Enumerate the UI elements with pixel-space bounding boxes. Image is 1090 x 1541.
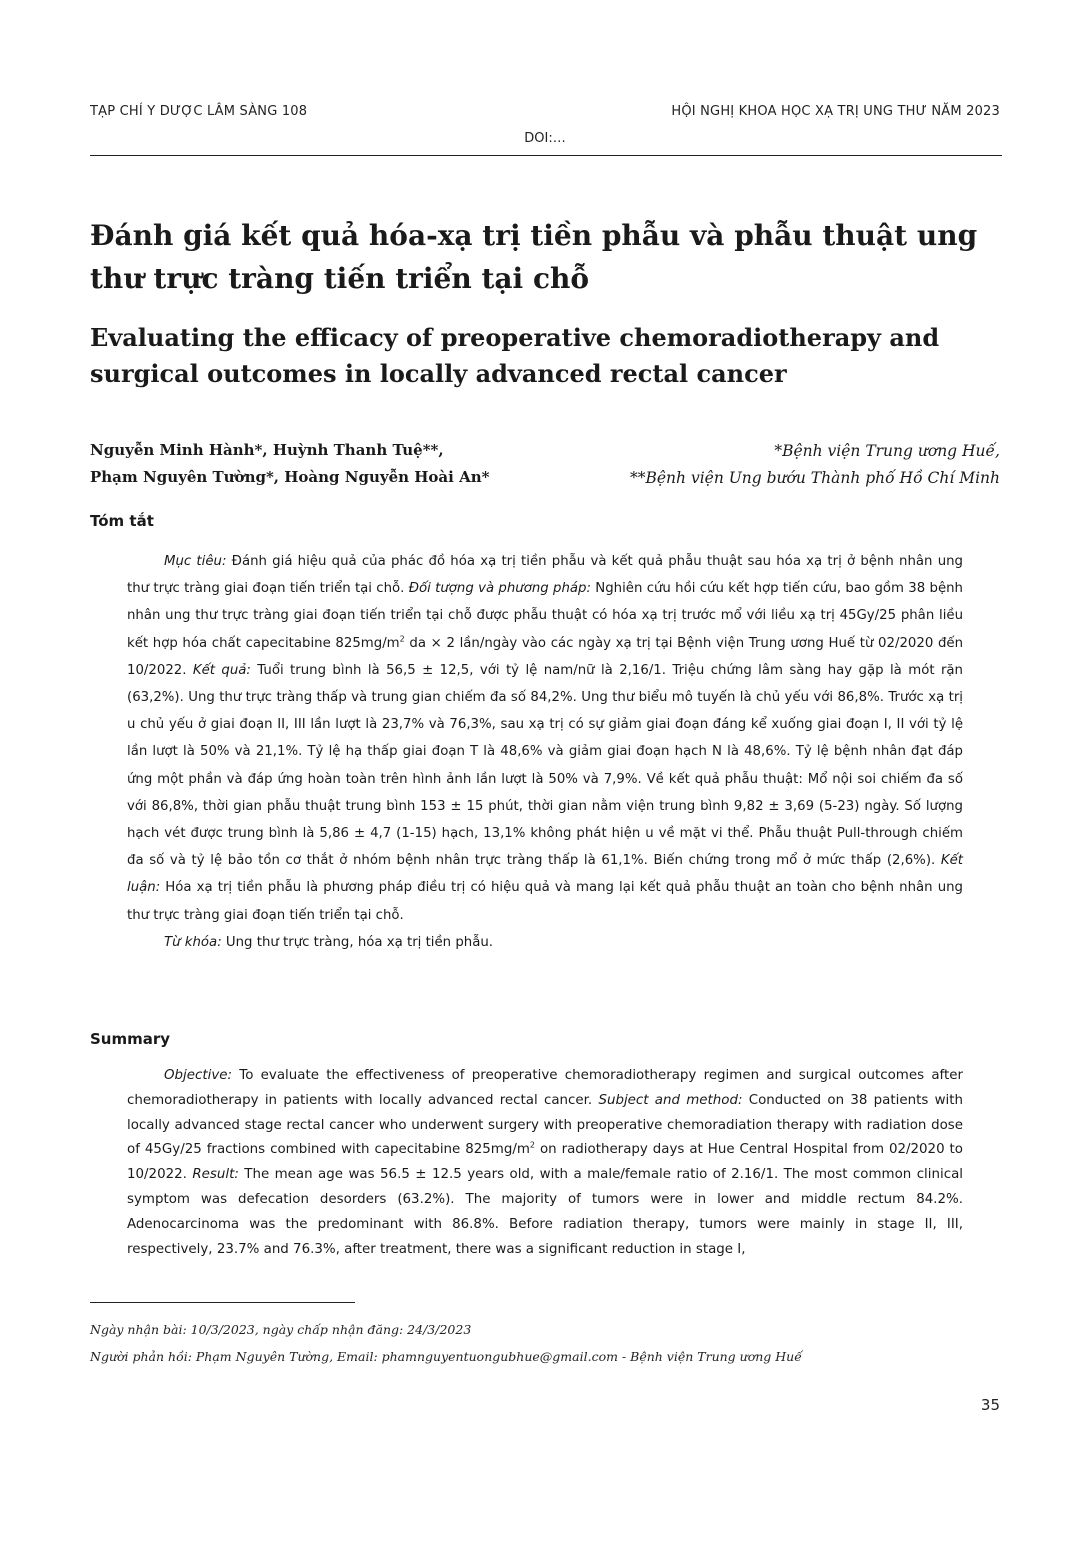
method-label: Đối tượng và phương pháp: bbox=[408, 581, 591, 597]
author-list bbox=[90, 437, 489, 491]
abstract-vietnamese bbox=[127, 548, 963, 956]
method-text: Nghiên cứu hồi cứu kết hợp tiến cứu, bao gồm 38 bệnh nhân ung thư trực tràng giai đoạn tiến triển tại chỗ được phẫu thuật có hóa xạ trị trước mổ với liều xạ trị 45Gy/25 phân liều kết hợp hóa chất capecitabine 825mg/m bbox=[127, 581, 963, 651]
abstract-en-body bbox=[127, 1064, 963, 1262]
footnote-rule bbox=[90, 1302, 355, 1303]
author-line-1: Nguyễn Minh Hành*, Huỳnh Thanh Tuệ**, bbox=[90, 441, 444, 459]
method-text: Conducted on 38 patients with locally advanced stage rectal cancer who underwent surgery with preoperative chemoradiation therapy with radiation dose of 45Gy/25 fractions combined with capecitabine 825mg/m bbox=[127, 1092, 963, 1158]
superscript: 2 bbox=[399, 634, 405, 644]
objective-label: Objective: bbox=[164, 1068, 233, 1083]
result-label: Kết quả: bbox=[192, 662, 251, 678]
conference-name: HỘI NGHỊ KHOA HỌC XẠ TRỊ UNG THƯ NĂM 2023 bbox=[671, 104, 1000, 119]
abstract-vi-body bbox=[127, 548, 963, 929]
method-text-cont: da × 2 lần/ngày vào các ngày xạ trị tại Bệnh viện Trung ương Huế từ 02/2020 đến 10/2022. bbox=[127, 635, 964, 678]
superscript: 2 bbox=[529, 1140, 535, 1150]
affiliation-line-2: **Bệnh viện Ung bướu Thành phố Hồ Chí Minh bbox=[629, 469, 1000, 487]
keywords bbox=[127, 929, 963, 956]
abstract-vi-heading: Tóm tắt bbox=[90, 512, 154, 530]
header-rule bbox=[90, 155, 1002, 156]
objective-text: Đánh giá hiệu quả của phác đồ hóa xạ trị tiền phẫu và kết quả phẫu thuật sau hóa xạ trị ở bệnh nhân ung thư trực tràng giai đoạn tiến triển tại chỗ. bbox=[127, 554, 963, 597]
keywords-label: Từ khóa: bbox=[164, 934, 222, 950]
doi: DOI:… bbox=[524, 131, 566, 146]
result-text: Tuổi trung bình là 56,5 ± 12,5, với tỷ lệ nam/nữ là 2,16/1. Triệu chứng lâm sàng hay gặp là mót rặn (63,2%). Ung thư trực tràng thấp và trung gian chiếm đa số 84,2%. Ung thư biểu mô tuyến là chủ yếu với 86,8%. Trước xạ trị u chủ yếu ở giai đoạn II, III lần lượt là 23,7% và 76,3%, sau xạ trị có sự giảm giai đoạn đáng kể xuống giai đoạn I, II với tỷ lệ lần lượt là 50% và 21,1%. Tỷ lệ hạ thấp giai đoạn T là 48,6% và giảm giai đoạn hạch N là 48,6%. Tỷ lệ bệnh nhân đạt đáp ứng một phần và đáp ứng hoàn toàn trên hình ảnh lần lượt là 50% và 7,9%. Về kết quả phẫu thuật: Mổ nội soi chiếm đa số với 86,8%, thời gian phẫu thuật trung bình 153 ± 15 phút, thời gian nằm viện trung bình 9,82 ± 3,69 (5-23) ngày. Số lượng hạch vét được trung bình là 5,86 ± 4,7 (1-15) hạch, 13,1% không phát hiện u về mặt vi thể. Phẫu thuật Pull-through chiếm đa số và tỷ lệ bảo tồn cơ thắt ở nhóm bệnh nhân trực tràng thấp là 61,1%. Biến chứng trong mổ ở mức thấp (2,6%). bbox=[127, 662, 963, 869]
affiliation-list bbox=[630, 438, 1000, 492]
result-text: The mean age was 56.5 ± 12.5 years old, with a male/female ratio of 2.16/1. The most common clinical symptom was defecation desorders (63.2%). The majority of tumors were in lower and middle rectum 84.2%. Adenocarcinoma was the predominant with 86.8%. Before radiation therapy, tumors were mainly in stage II, III, respectively, 23.7% and 76.3%, after treatment, there was a significant reduction in stage I, bbox=[127, 1167, 963, 1257]
objective-text: To evaluate the effectiveness of preoperative chemoradiotherapy regimen and surgical outcomes after chemoradiotherapy in patients with locally advanced rectal cancer. bbox=[127, 1068, 963, 1108]
title-english: Evaluating the efficacy of preoperative chemoradiotherapy and surgical outcomes in locally advanced rectal cancer bbox=[90, 323, 940, 388]
result-label: Result: bbox=[192, 1167, 239, 1183]
footnote-received: Ngày nhận bài: 10/3/2023, ngày chấp nhận đăng: 24/3/2023 bbox=[90, 1322, 472, 1337]
keywords-text: Ung thư trực tràng, hóa xạ trị tiền phẫu. bbox=[221, 934, 494, 950]
title-vietnamese: Đánh giá kết quả hóa-xạ trị tiền phẫu và phẫu thuật ung thư trực tràng tiến triển tại chỗ bbox=[90, 219, 978, 295]
affiliation-line-1: *Bệnh viện Trung ương Huế, bbox=[774, 442, 1000, 460]
abstract-en-heading: Summary bbox=[90, 1030, 171, 1048]
method-text-cont: on radiotherapy days at Hue Central Hospital from 02/2020 to 10/2022. bbox=[127, 1142, 963, 1183]
footnote-correspondence: Người phản hồi: Phạm Nguyên Tường, Email: phamnguyentuongubhue@gmail.com - Bệnh viện Trung ương Huế bbox=[90, 1349, 802, 1364]
method-label: Subject and method: bbox=[598, 1092, 743, 1108]
page-number: 35 bbox=[980, 1396, 1000, 1414]
author-line-2: Phạm Nguyên Tường*, Hoàng Nguyễn Hoài An* bbox=[90, 468, 490, 486]
journal-name: TẠP CHÍ Y DƯỢC LÂM SÀNG 108 bbox=[90, 104, 308, 119]
conclusion-text: Hóa xạ trị tiền phẫu là phương pháp điều trị có hiệu quả và mang lại kết quả phẫu thuật an toàn cho bệnh nhân ung thư trực tràng giai đoạn tiến triển tại chỗ. bbox=[127, 880, 963, 923]
abstract-english bbox=[127, 1064, 963, 1262]
objective-label: Mục tiêu: bbox=[164, 554, 227, 569]
conclusion-label: Kết luận: bbox=[127, 853, 963, 896]
